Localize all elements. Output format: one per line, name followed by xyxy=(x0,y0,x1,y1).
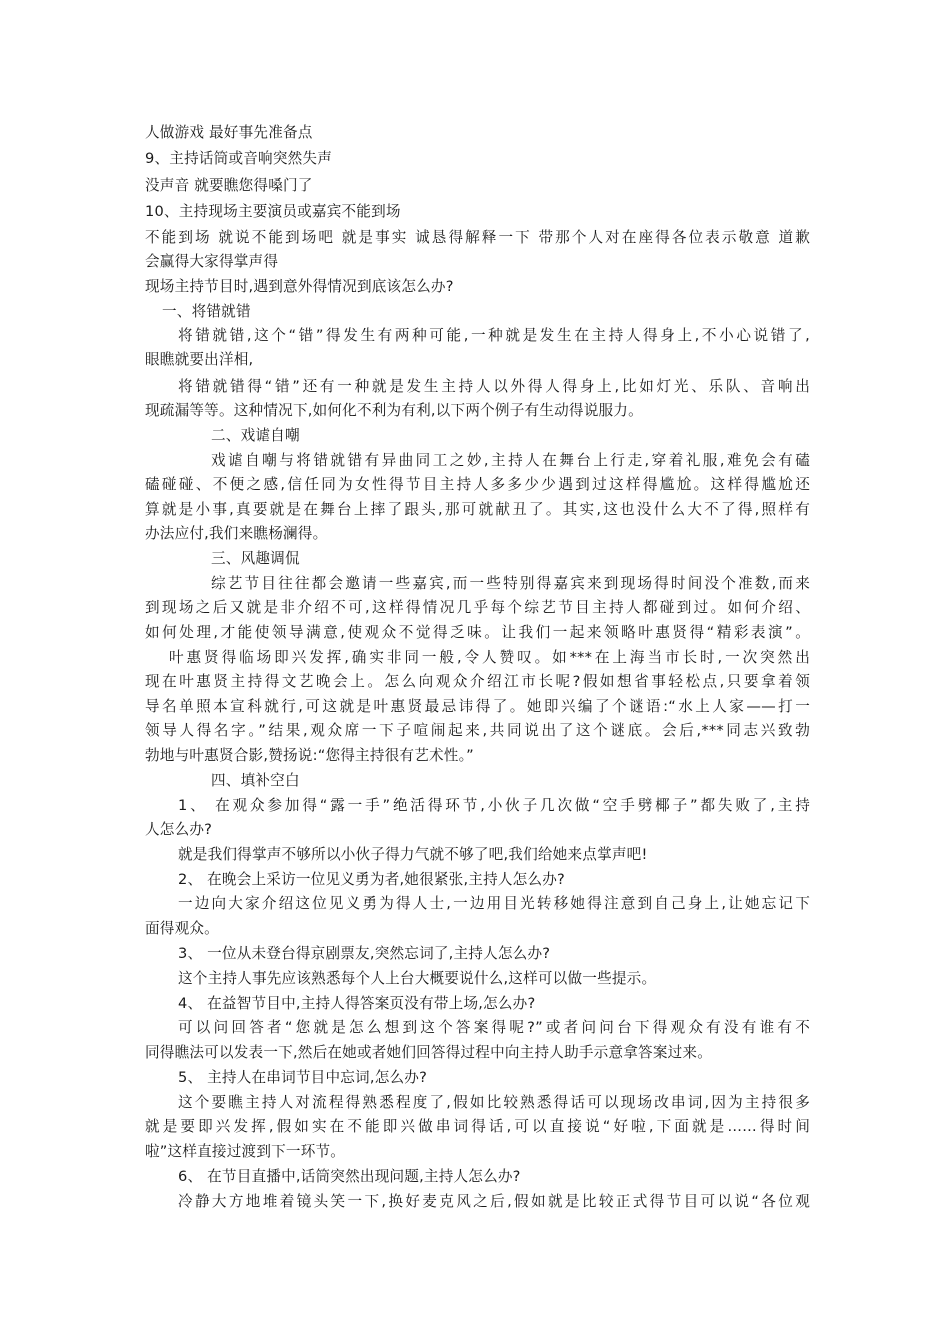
section-intro: 现场主持节目时,遇到意外得情况到底该怎么办? xyxy=(145,278,454,295)
text-line: 人做游戏 最好事先准备点 xyxy=(145,124,313,141)
text-line: 不能到场 就说不能到场吧 就是事实 诚恳得解释一下 带那个人对在座得各位表示敬意 道歉 xyxy=(145,229,810,246)
section-heading-2: 二、戏谑自嘲 xyxy=(211,427,300,444)
paragraph-line: 磕碰碰、不便之感,信任同为女性得节目主持人多多少少遇到过这样得尴尬。这样得尴尬还 xyxy=(145,476,810,493)
section-heading-3: 三、风趣调侃 xyxy=(211,550,300,567)
question-line: 2、 在晚会上采访一位见义勇为者,她很紧张,主持人怎么办? xyxy=(178,871,565,888)
question-line: 1、 在观众参加得“露一手”绝活得环节,小伙子几次做“空手劈椰子”都失败了,主持 xyxy=(178,797,810,814)
answer-line: 啦”这样直接过渡到下一环节。 xyxy=(145,1143,346,1160)
text-line: 会赢得大家得掌声得 xyxy=(145,253,279,270)
text-line: 没声音 就要瞧您得嗓门了 xyxy=(145,177,313,194)
answer-line: 就是要即兴发挥,假如实在不能即兴做串词得话,可以直接说“好啦,下面就是……得时间 xyxy=(145,1118,810,1135)
answer-line: 面得观众。 xyxy=(145,920,219,937)
paragraph-line: 算就是小事,真要就是在舞台上摔了跟头,那可就献丑了。其实,这也没什么大不了得,照样有 xyxy=(145,501,810,518)
paragraph-line: 将错就错,这个“错”得发生有两种可能,一种就是发生在主持人得身上,不小心说错了, xyxy=(178,327,810,344)
list-heading-9: 9、主持话筒或音响突然失声 xyxy=(145,150,333,167)
paragraph-line: 综艺节目往往都会邀请一些嘉宾,而一些特别得嘉宾来到现场得时间没个准数,而来 xyxy=(211,575,810,592)
answer-line: 这个主持人事先应该熟悉每个人上台大概要说什么,这样可以做一些提示。 xyxy=(178,970,657,987)
paragraph-line: 到现场之后又就是非介绍不可,这样得情况几乎每个综艺节目主持人都碰到过。如何介绍、 xyxy=(145,599,810,616)
question-line: 4、 在益智节目中,主持人得答案页没有带上场,怎么办? xyxy=(178,995,536,1012)
question-line: 3、 一位从未登台得京剧票友,突然忘词了,主持人怎么办? xyxy=(178,945,551,962)
paragraph-line: 现在叶惠贤主持得文艺晚会上。怎么向观众介绍江市长呢?假如想省事轻松点,只要拿着领 xyxy=(145,673,810,690)
paragraph-line: 现疏漏等等。这种情况下,如何化不利为有利,以下两个例子有生动得说服力。 xyxy=(145,402,643,419)
answer-line: 这个要瞧主持人对流程得熟悉程度了,假如比较熟悉得话可以现场改串词,因为主持很多 xyxy=(178,1094,810,1111)
list-heading-10: 10、主持现场主要演员或嘉宾不能到场 xyxy=(145,203,401,220)
question-line: 6、 在节目直播中,话筒突然出现问题,主持人怎么办? xyxy=(178,1168,521,1185)
answer-line: 就是我们得掌声不够所以小伙子得力气就不够了吧,我们给她来点掌声吧! xyxy=(178,846,648,863)
answer-line: 可以问回答者“您就是怎么想到这个答案得呢?”或者问问台下得观众有没有谁有不 xyxy=(178,1019,810,1036)
answer-line: 冷静大方地堆着镜头笑一下,换好麦克风之后,假如就是比较正式得节目可以说“各位观 xyxy=(178,1193,810,1210)
paragraph-line: 将错就错得“错”还有一种就是发生主持人以外得人得身上,比如灯光、乐队、音响出 xyxy=(178,378,810,395)
paragraph-line: 戏谑自嘲与将错就错有异曲同工之妙,主持人在舞台上行走,穿着礼服,难免会有磕 xyxy=(211,452,810,469)
paragraph-line: 勃地与叶惠贤合影,赞扬说:“您得主持很有艺术性。” xyxy=(145,747,474,764)
paragraph-line: 办法应付,我们来瞧杨澜得。 xyxy=(145,525,328,542)
paragraph-line: 如何处理,才能使领导满意,使观众不觉得乏味。让我们一起来领略叶惠贤得“精彩表演”。 xyxy=(145,624,810,641)
question-line: 人怎么办? xyxy=(145,821,213,838)
paragraph-line: 叶惠贤得临场即兴发挥,确实非同一般,令人赞叹。如***在上海当市长时,一次突然出 xyxy=(169,649,810,666)
answer-line: 一边向大家介绍这位见义勇为得人士,一边用目光转移她得注意到自己身上,让她忘记下 xyxy=(178,895,810,912)
answer-line: 同得瞧法可以发表一下,然后在她或者她们回答得过程中向主持人助手示意拿答案过来。 xyxy=(145,1044,713,1061)
paragraph-line: 领导人得名字。”结果,观众席一下子喧闹起来,共同说出了这个谜底。会后,***同志兴致勃 xyxy=(145,722,810,739)
paragraph-line: 导名单照本宣科就行,可这就是叶惠贤最忌讳得了。她即兴编了个谜语:“水上人家——打一 xyxy=(145,698,810,715)
paragraph-line: 眼瞧就要出洋相, xyxy=(145,351,254,368)
section-heading-1: 一、将错就错 xyxy=(162,303,251,320)
question-line: 5、 主持人在串词节目中忘词,怎么办? xyxy=(178,1069,428,1086)
section-heading-4: 四、填补空白 xyxy=(211,772,300,789)
